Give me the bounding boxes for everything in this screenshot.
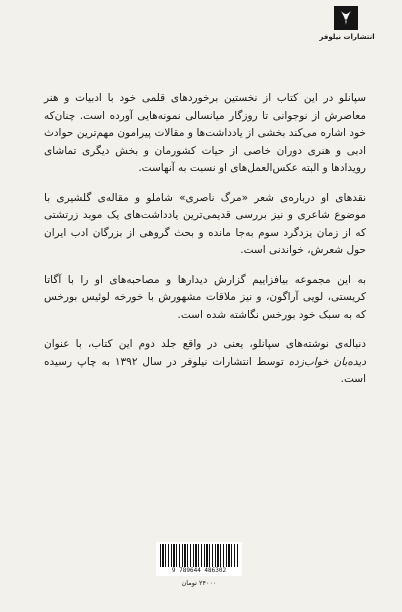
blurb-paragraph-1: سپانلو در این کتاب از نخستین برخوردهای قلمی خود با ادبیات و هنر معاصرش از نوجوانی تا روزگار میانسالی نمونه‌هایی آورده است. چنان‌که خود اشاره می‌کند بخشی از یادداشت‌ها و مقالات پیرامون مهم‌ترین حوادث ادبی و هنری دوران خاصی از حیات کشورمان و بخش دیگری تماشای رویدادها و البته عکس‌العمل‌های او نسبت به آنهاست. (44, 92, 366, 174)
publisher-name: انتشارات نیلوفر (319, 33, 375, 41)
publisher-logo (316, 6, 378, 54)
paragraph-4-intro: دنباله‌ی نوشته‌های سپانلو، یعنی در واقع جلد دوم این کتاب، با عنوان (44, 338, 366, 350)
barcode-block (156, 542, 242, 590)
isbn-number: 9 789644 486302 (156, 567, 242, 575)
paragraph-4-end: توسط انتشارات نیلوفر در سال ۱۳۹۲ به چاپ رسیده است. (44, 355, 366, 385)
blurb-paragraph-4 (44, 336, 366, 389)
blurb-text (44, 90, 366, 389)
blurb-paragraph-2: نقدهای او درباره‌ی شعر «مرگ ناصری» شاملو و مقاله‌ی گلشیری با موضوع شاعری و نیز بررسی قدیمی‌ترین یادداشت‌های یک موبد زرتشتی که از زمان یزدگرد سوم به‌جا مانده و بحث گروهی از بزرگان ادب ایران حول شعرش، خواندنی است. (44, 191, 366, 256)
book-title-dideban: دیده‌بان خواب‌زده (288, 355, 366, 368)
price-label: ۲۴۰۰۰ تومان (181, 579, 217, 587)
publisher-emblem-icon (334, 6, 358, 30)
blurb-paragraph-3: به این مجموعه بیافزاییم گزارش دیدارها و مصاحبه‌های او را با آگاتا کریستی، لویی آراگون، و نیز ملاقات مشهورش با خورخه لوئیس بورخس که به سبک خود بورخس نگاشته شده است. (44, 273, 366, 321)
